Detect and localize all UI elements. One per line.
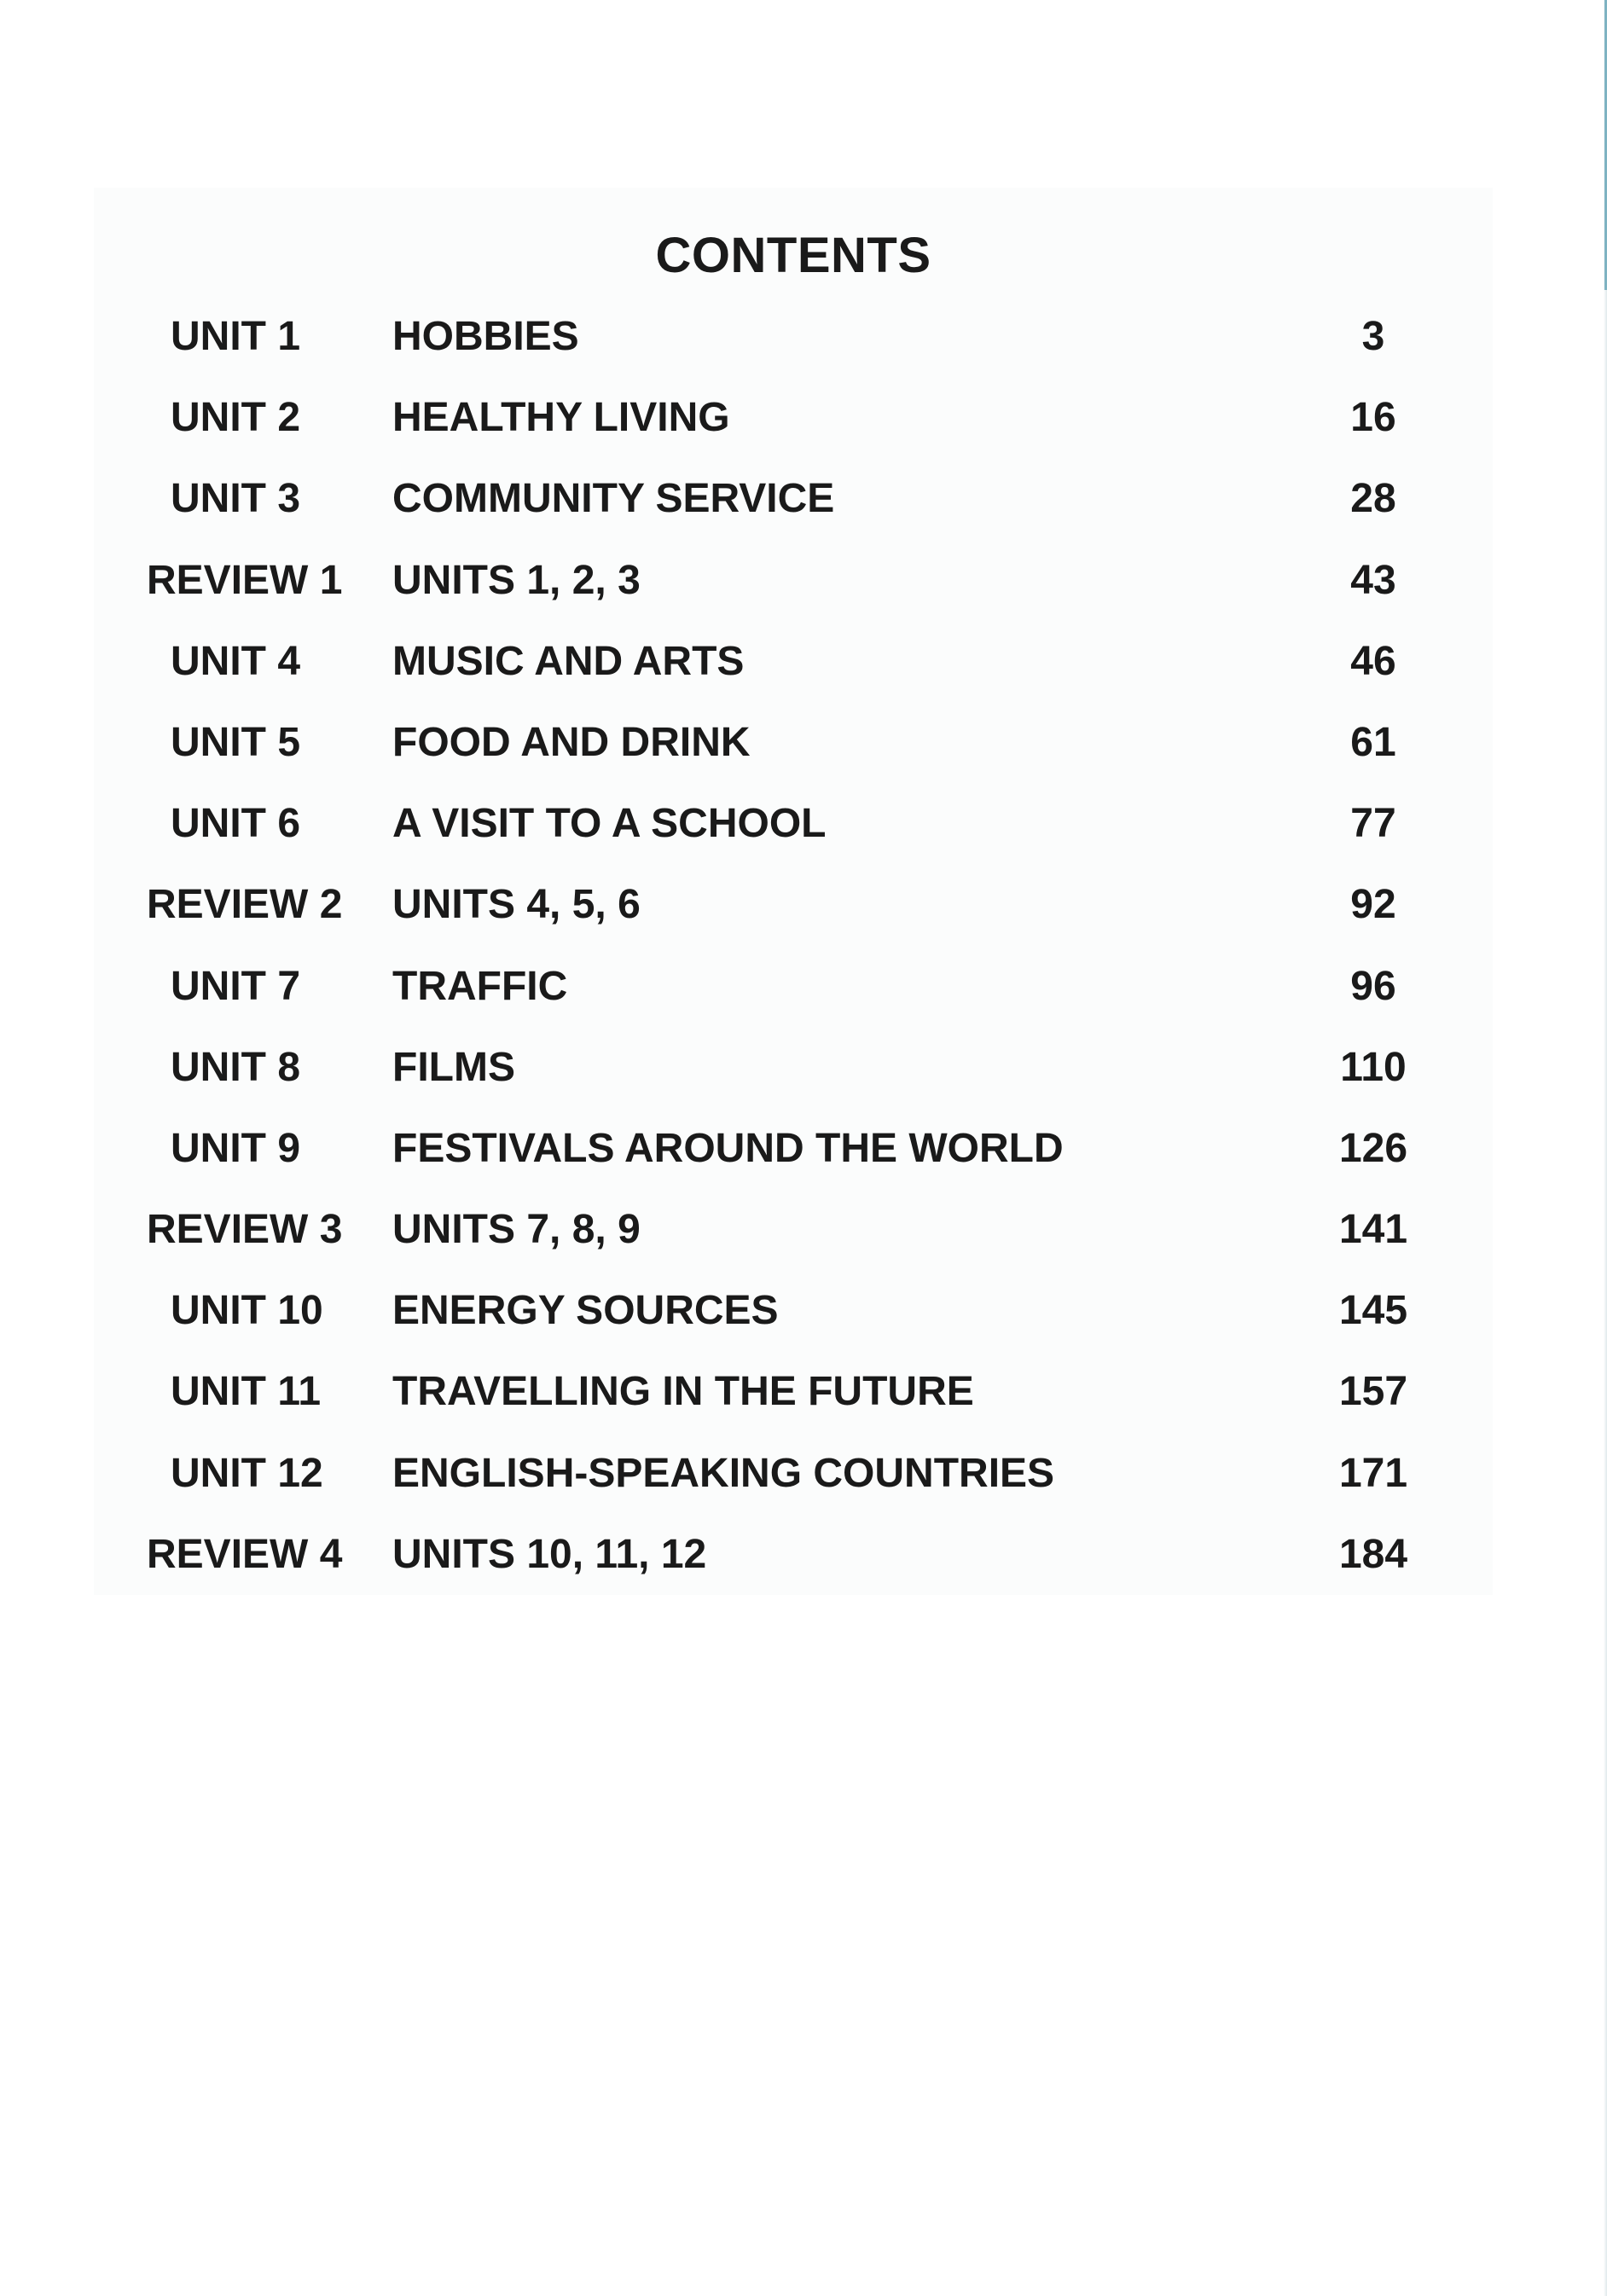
toc-page-number: 157 bbox=[1338, 1369, 1408, 1415]
toc-topic: FILMS bbox=[392, 1044, 515, 1090]
toc-topic: TRAFFIC bbox=[392, 963, 568, 1009]
toc-unit-label: REVIEW 2 bbox=[147, 882, 343, 928]
toc-row bbox=[0, 473, 1607, 554]
toc-unit-label: UNIT 4 bbox=[171, 638, 301, 684]
toc-page-number: 3 bbox=[1361, 314, 1385, 359]
toc-unit-label: UNIT 8 bbox=[171, 1044, 301, 1090]
toc-topic: HEALTHY LIVING bbox=[392, 395, 730, 441]
toc-row bbox=[0, 961, 1607, 1042]
toc-page-number: 126 bbox=[1338, 1125, 1408, 1171]
toc-row bbox=[0, 879, 1607, 960]
toc-row bbox=[0, 311, 1607, 392]
table-of-contents bbox=[0, 311, 1607, 1610]
toc-page-number: 141 bbox=[1338, 1207, 1408, 1253]
toc-row bbox=[0, 392, 1607, 473]
toc-unit-label: UNIT 10 bbox=[171, 1288, 323, 1334]
toc-page-number: 16 bbox=[1350, 395, 1396, 441]
toc-unit-label: UNIT 12 bbox=[171, 1450, 323, 1496]
toc-page-number: 77 bbox=[1350, 801, 1396, 847]
toc-row bbox=[0, 636, 1607, 717]
toc-row bbox=[0, 1529, 1607, 1610]
toc-page-number: 46 bbox=[1350, 638, 1396, 684]
toc-page-number: 145 bbox=[1338, 1288, 1408, 1334]
toc-topic: FESTIVALS AROUND THE WORLD bbox=[392, 1125, 1064, 1171]
toc-topic: ENGLISH-SPEAKING COUNTRIES bbox=[392, 1450, 1055, 1496]
toc-unit-label: REVIEW 1 bbox=[147, 557, 343, 603]
toc-row bbox=[0, 1204, 1607, 1285]
toc-row bbox=[0, 1448, 1607, 1529]
toc-row bbox=[0, 717, 1607, 798]
toc-row bbox=[0, 1042, 1607, 1123]
toc-topic: UNITS 4, 5, 6 bbox=[392, 882, 641, 928]
toc-unit-label: UNIT 5 bbox=[171, 719, 301, 765]
toc-page-number: 171 bbox=[1338, 1450, 1408, 1496]
toc-unit-label: REVIEW 3 bbox=[147, 1207, 343, 1253]
toc-unit-label: UNIT 11 bbox=[171, 1369, 322, 1415]
toc-unit-label: UNIT 7 bbox=[171, 963, 301, 1009]
toc-unit-label: UNIT 9 bbox=[171, 1125, 301, 1171]
toc-row bbox=[0, 798, 1607, 879]
toc-page-number: 96 bbox=[1350, 963, 1396, 1009]
toc-unit-label: UNIT 1 bbox=[171, 314, 301, 359]
toc-row bbox=[0, 1366, 1607, 1447]
toc-topic: UNITS 1, 2, 3 bbox=[392, 557, 641, 603]
toc-page-number: 28 bbox=[1350, 476, 1396, 522]
toc-unit-label: UNIT 6 bbox=[171, 801, 301, 847]
toc-page-number: 184 bbox=[1338, 1531, 1408, 1577]
toc-page-number: 61 bbox=[1350, 719, 1396, 765]
toc-page-number: 110 bbox=[1340, 1044, 1407, 1090]
toc-topic: HOBBIES bbox=[392, 314, 579, 359]
toc-topic: A VISIT TO A SCHOOL bbox=[392, 801, 827, 847]
toc-topic: COMMUNITY SERVICE bbox=[392, 476, 835, 522]
toc-topic: UNITS 10, 11, 12 bbox=[392, 1531, 707, 1577]
toc-page-number: 92 bbox=[1350, 882, 1396, 928]
toc-unit-label: REVIEW 4 bbox=[147, 1531, 343, 1577]
toc-page-number: 43 bbox=[1350, 557, 1396, 603]
toc-unit-label: UNIT 2 bbox=[171, 395, 301, 441]
page-title: CONTENTS bbox=[655, 228, 931, 283]
toc-topic: ENERGY SOURCES bbox=[392, 1288, 779, 1334]
toc-topic: MUSIC AND ARTS bbox=[392, 638, 745, 684]
toc-topic: TRAVELLING IN THE FUTURE bbox=[392, 1369, 974, 1415]
toc-row bbox=[0, 555, 1607, 636]
toc-row bbox=[0, 1123, 1607, 1204]
toc-topic: UNITS 7, 8, 9 bbox=[392, 1207, 641, 1253]
toc-unit-label: UNIT 3 bbox=[171, 476, 301, 522]
toc-topic: FOOD AND DRINK bbox=[392, 719, 751, 765]
toc-row bbox=[0, 1285, 1607, 1366]
